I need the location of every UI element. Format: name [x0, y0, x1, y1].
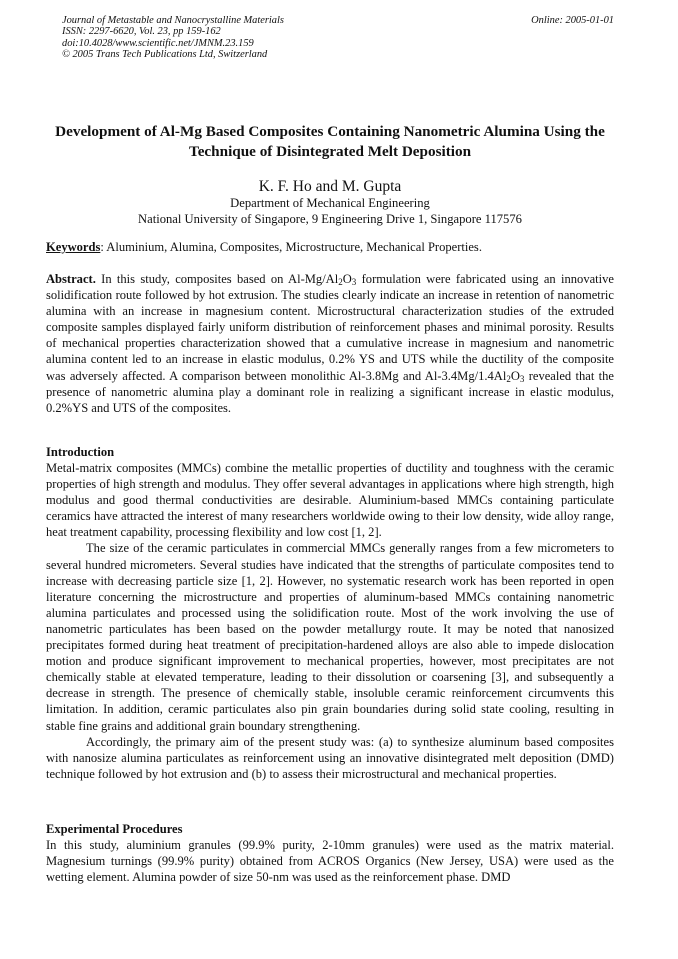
subscript: 3 [519, 373, 525, 384]
journal-name: Journal of Metastable and Nanocrystalline Materials [62, 15, 284, 26]
abstract-text: In this study, composites based on Al-Mg/Al [95, 272, 339, 286]
abstract-text: formulation were fabricated using an innovative solidification route followed by hot extrusion. The studies clearly indicate an increase in retention of nanometric alumina with an increase in magnesium content. Microstructural characterization studies of the extruded composite samples displayed fairly uniform distribution of reinforcement phases and minimal porosity. Results of mechanical properties characterization showed that a cumulative increase in magnesium and nanometric alumina content led to an increase in elastic modulus, 0.2% YS and UTS while the ductility of the composite was adversely affected. A comparison between monolithic Al-3.8Mg and Al-3.4Mg/1.4Al [46, 272, 614, 383]
paragraph: The size of the ceramic particulates in commercial MMCs generally ranges from a few micrometers to several hundred micrometers. Several studies have indicated that the strengths of particulate composites tend to increase with decreasing particle size [1, 2]. However, no systematic research work has been reported in open literature concerning the microstructure and properties of aluminum-based MMCs containing nanometric alumina particulates and processed using the solidification route. Most of the work involving the use of nanometric particulates has been based on the powder metallurgy route. It may be noted that nanosized precipitates formed during heat treatment of precipitation-hardened alloys are also able to impede dislocation motion and produce significant improvement to mechanical properties, however, most precipitates are not chemically stable at elevated temperature, leading to their dissolution or coarsening [3], and subsequently a decrease in strength. The presence of chemically stable, insoluble ceramic reinforcement circumvents this limitation. In addition, ceramic particulates also pin grain boundaries during solid state cooling, resulting in stable fine grains and additional grain boundary strengthening. [46, 541, 614, 733]
experimental-section [46, 837, 614, 885]
journal-header [62, 15, 614, 61]
paper-title: Development of Al-Mg Based Composites Containing Nanometric Alumina Using the Technique of Disintegrated Melt Deposition [55, 123, 605, 160]
paragraph: In this study, aluminium granules (99.9% purity, 2-10mm granules) were used as the matrix material. Magnesium turnings (99.9% purity) obtained from ACROS Organics (New Jersey, USA) were used as the wetting element. Alumina powder of size 50-nm was used as the reinforcement phase. DMD [46, 838, 614, 885]
keywords-line [46, 239, 614, 255]
abstract-text: O [510, 368, 520, 383]
introduction-section [46, 460, 614, 782]
abstract-text: revealed that the presence of nanometric alumina play a dominant role in realizing a significant increase in elastic modulus, 0.2%YS and UTS of the composites. [46, 368, 614, 415]
paragraph: Metal-matrix composites (MMCs) combine the metallic properties of ductility and toughness with the ceramic properties of high strength and modulus. They offer several advantages in applications where high strength, high modulus and good thermal conductivities are desirable. Aluminium-based MMCs containing particulate ceramics have attracted the interest of many researchers worldwide owing to their low density, wide alloy range, heat treatment capability, processing flexibility and low cost [1, 2]. [46, 461, 614, 540]
section-heading-experimental: Experimental Procedures [46, 822, 183, 836]
subscript: 2 [338, 277, 343, 287]
abstract-text: O [342, 272, 352, 286]
author-university: National University of Singapore, 9 Engineering Drive 1, Singapore 117576 [138, 212, 522, 226]
section-heading-introduction: Introduction [46, 445, 115, 459]
keywords-text: : Aluminium, Alumina, Composites, Microstructure, Mechanical Properties. [100, 240, 482, 254]
paragraph: Accordingly, the primary aim of the present study was: (a) to synthesize aluminum based composites with nanosize alumina particulates as reinforcement using an innovative disintegrated melt deposition (DMD) technique followed by hot extrusion and (b) to assess their microstructural and mechanical properties. [46, 734, 614, 781]
abstract-paragraph [46, 271, 614, 416]
journal-doi: doi:10.4028/www.scientific.net/JMNM.23.159 [62, 37, 254, 49]
subscript: 3 [351, 277, 357, 287]
journal-issn: ISSN: 2297-6620, Vol. 23, pp 159-162 [62, 26, 221, 38]
paper-page [46, 0, 614, 959]
online-date: Online: 2005-01-01 [531, 15, 614, 26]
abstract-label: Abstract. [46, 272, 96, 286]
subscript: 2 [506, 373, 511, 384]
journal-copyright: © 2005 Trans Tech Publications Ltd, Switzerland [62, 49, 268, 61]
author-department: Department of Mechanical Engineering [230, 196, 430, 210]
keywords-label: Keywords [46, 240, 101, 254]
paper-authors: K. F. Ho and M. Gupta [258, 178, 402, 195]
